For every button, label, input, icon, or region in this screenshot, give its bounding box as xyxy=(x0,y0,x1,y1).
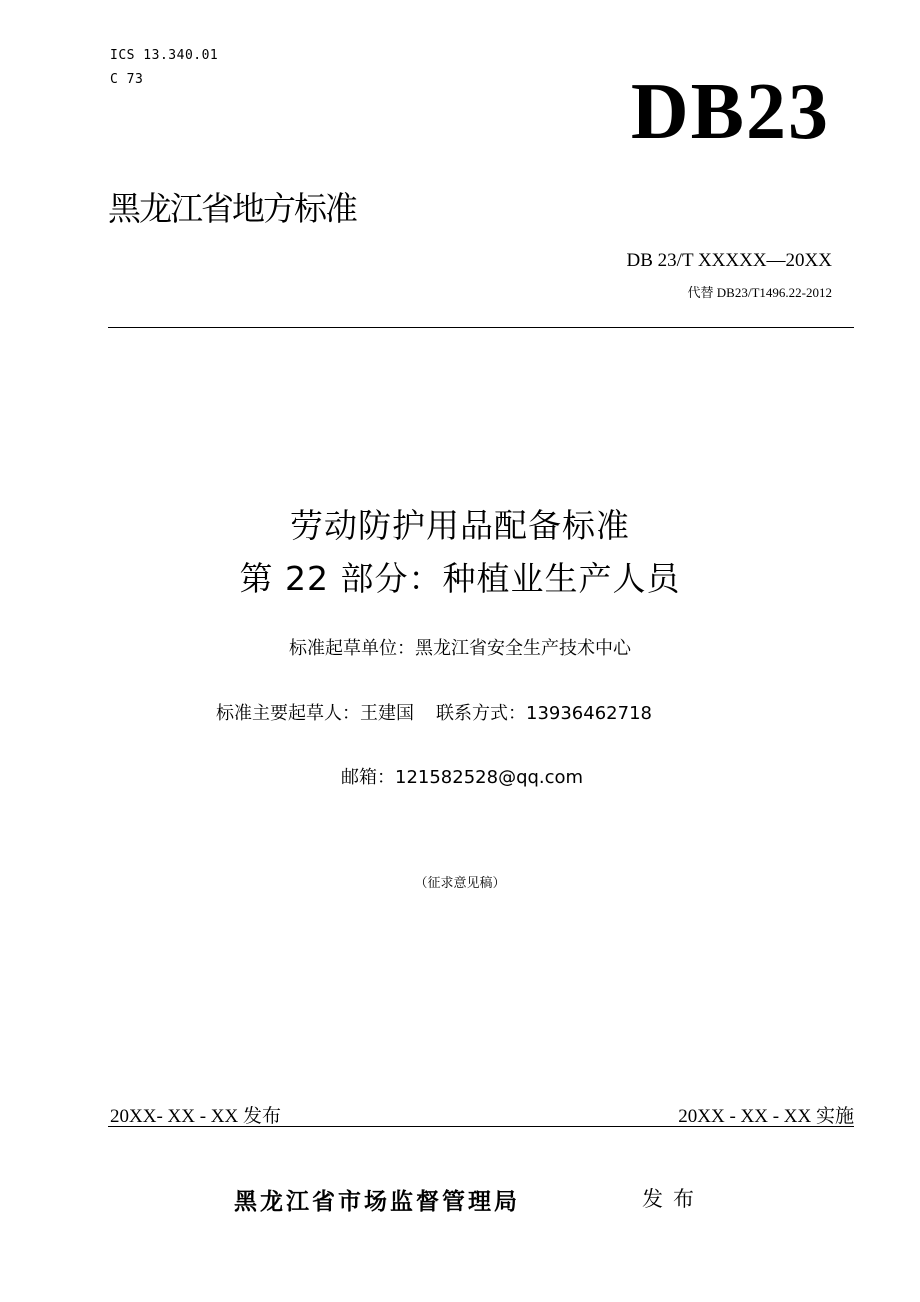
standard-number: DB 23/T XXXXX—20XX xyxy=(626,250,832,271)
db-logo: DB23 xyxy=(630,68,830,156)
replaces-standard: 代替 DB23/T1496.22-2012 xyxy=(687,285,832,300)
local-standard-label: 黑龙江省地方标准 xyxy=(108,189,356,228)
ccs-code: C 73 xyxy=(110,72,144,87)
draft-status: （征求意见稿） xyxy=(414,875,506,890)
email-info: 邮箱：121582528@qq.com xyxy=(341,767,584,788)
publisher-name: 黑龙江省市场监督管理局 xyxy=(234,1189,520,1215)
document-title-line2: 第 22 部分：种植业生产人员 xyxy=(239,559,681,598)
top-divider xyxy=(108,327,854,328)
ics-code: ICS 13.340.01 xyxy=(110,48,219,63)
implementation-date: 20XX - XX - XX 实施 xyxy=(678,1106,854,1127)
issue-date: 20XX- XX - XX 发布 xyxy=(110,1106,281,1127)
bottom-divider xyxy=(108,1126,854,1127)
drafting-unit: 标准起草单位：黑龙江省安全生产技术中心 xyxy=(289,638,631,659)
drafter-row xyxy=(216,699,652,725)
contact-info: 联系方式：13936462718 xyxy=(436,703,652,724)
publish-label: 发布 xyxy=(642,1187,704,1211)
main-drafter: 标准主要起草人：王建国 xyxy=(216,703,414,724)
document-title-line1: 劳动防护用品配备标准 xyxy=(290,506,630,545)
